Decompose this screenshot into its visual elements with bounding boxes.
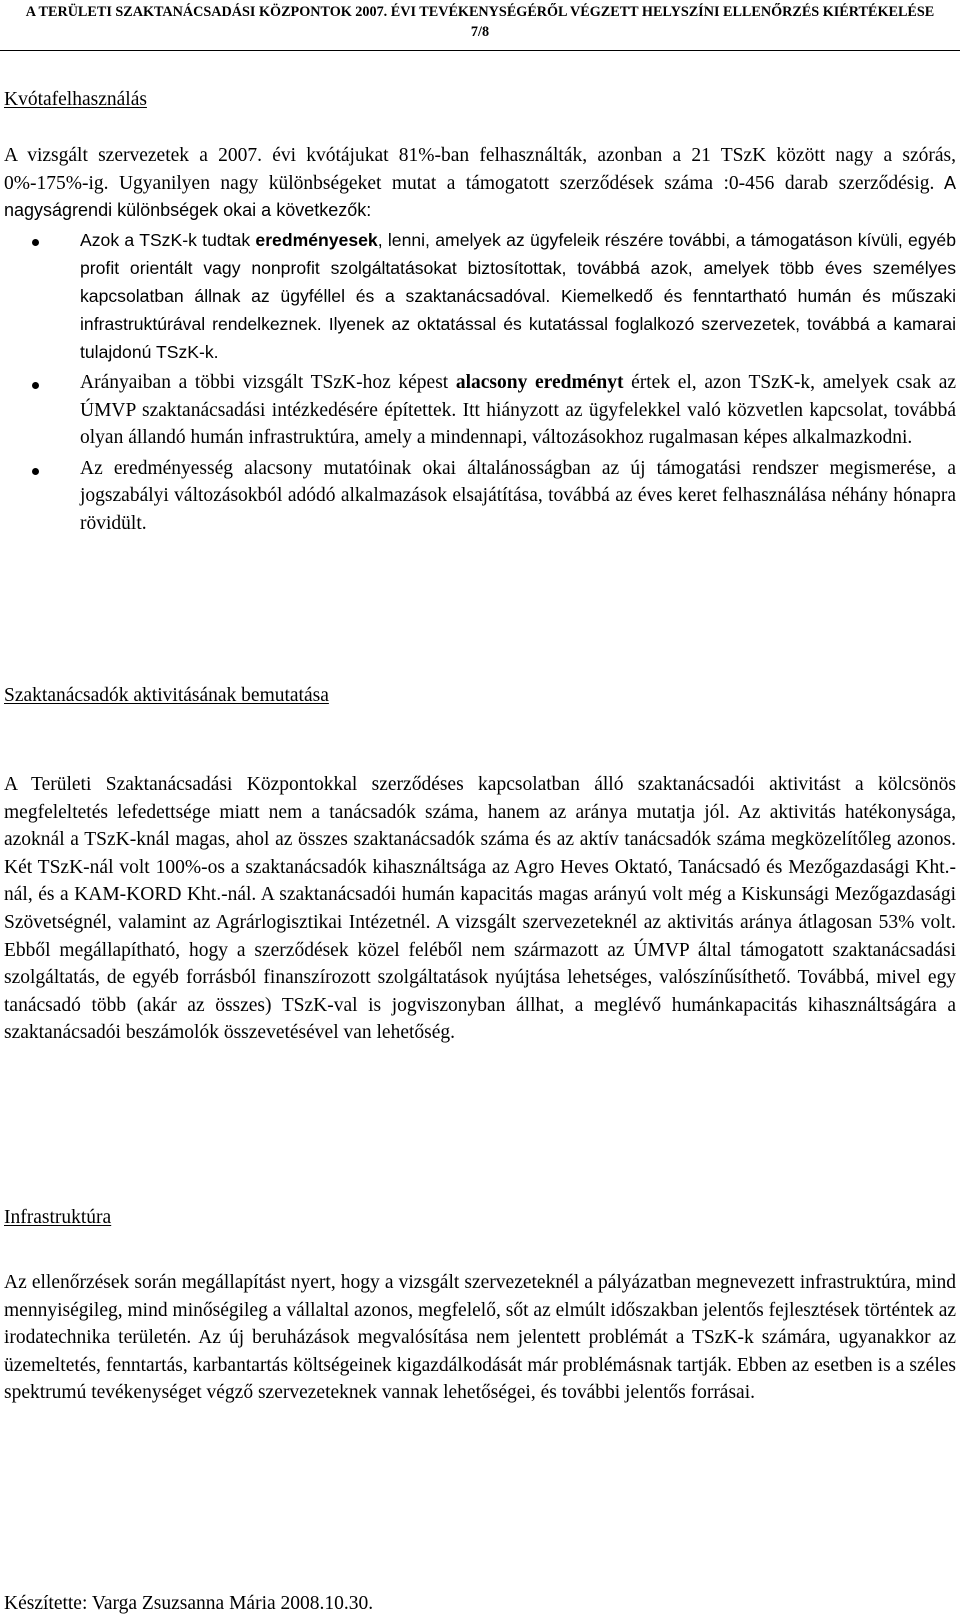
bullet-text: Azok a TSzK-k tudtak (80, 230, 256, 250)
bullet-icon (32, 382, 39, 389)
section-title-kvota: Kvótafelhasználás (4, 89, 147, 110)
list-item (0, 369, 956, 452)
bullet-bold-text: eredményesek (255, 230, 378, 250)
list-item (0, 455, 956, 538)
kvota-intro-serif: A vizsgált szervezetek a 2007. évi kvótájukat 81%-ban felhasználták, azonban a 21 TSzK között nagy a szórás, 0%-175%-ig. Ugyanilyen nagy különbségeket mutat a támogatott szerződések száma :0-456 darab szerződésig. (4, 145, 956, 194)
kvota-bullet-list (0, 226, 960, 541)
section-title-aktivitas: Szaktanácsadók aktivitásának bemutatása (4, 685, 329, 706)
header-divider (0, 50, 960, 51)
bullet-bold-text: alacsony eredményt (455, 372, 624, 393)
footer-author: Készítette: Varga Zsuzsanna Mária 2008.10.30. (4, 1593, 374, 1614)
bullet-text: értek el, azon TSzK-k, amelyek csak az ÚMVP szaktanácsadási intézkedésére építettek. Itt hiányzott az ügyfelekkel való közvetlen kapcsolat, továbbá olyan állandó humán infrastruktúra, amely a mindennapi, változásokhoz rugalmasan képes alkalmazkodni. (80, 372, 957, 449)
infra-paragraph: Az ellenőrzések során megállapítást nyert, hogy a vizsgált szervezeteknél a pályázatban megnevezett infrastruktúra, mind mennyiségileg, mind minőségileg a vállaltal azonos, megfelelő, sőt az elmúlt időszakban jelentős fejlesztések történtek az irodatechnika területén. Az új beruházások megvalósítása nem jelentett problémát a TSzK-k számára, ugyanakkor az üzemeltetés, fenntartás, karbantartás költségeinek kigazdálkodását már problémásnak tartják. Ebben az esetben is a széles spektrumú tevékenységet végző szervezeteknek vannak lehetőségei, és további jelentős forrásai. (4, 1272, 956, 1404)
kvota-intro (4, 142, 956, 225)
kvota-intro-sans: A nagyságrendi különbségek okai a következők: (4, 172, 957, 221)
bullet-text: , lenni, amelyek az ügyfeleik részére további, a támogatáson kívüli, egyéb profit orientált vagy nonprofit szolgáltatásokat biztosítottak, továbbá azok, amelyek több éves személyes kapcsolatban állnak az ügyféllel és a szaktanácsadóval. Kiemelkedő és fenntartható humán és műszaki infrastruktúrával rendelkeznek. Ilyenek az oktatással és kutatással foglalkozó szervezetek, továbbá a kamarai tulajdonú TSzK-k. (80, 230, 956, 362)
document-header (0, 2, 960, 42)
bullet-icon (32, 239, 39, 246)
aktivitas-paragraph: A Területi Szaktanácsadási Központokkal szerződéses kapcsolatban álló szaktanácsadói aktivitást a kölcsönös megfeleltetés lefedettsége miatt nem a tanácsadók száma, hanem az aránya mutatja jól. Az aktivitás hatékonysága, azoknál a TSzK-knál magas, ahol az összes szaktanácsadók száma és az aktív tanácsadók száma megközelítőleg azonos. Két TSzK-nál volt 100%-os a szaktanácsadók kihasználtsága az Agro Heves Oktató, Tanácsadó és Mezőgazdasági Kht.-nál, és a KAM-KORD Kht.-nál. A szaktanácsadói humán kapacitás magas arányú volt még a Kiskunsági Mezőgazdasági Szövetségnél, valamint az Agrárlogisztikai Intézetnél. A vizsgált szervezeteknél az aktivitás aránya átlagosan 53% volt. Ebből megállapítható, hogy a szerződések közel feléből nem származott az ÚMVP által támogatott szaktanácsadási szolgáltatás, de egyéb forrásból finanszírozott szolgáltatások nyújtása lehetséges, valószínűsíthető. Továbbá, mivel egy tanácsadó több (akár az összes) TSzK-val is jogviszonyban állhat, a meglévő humánkapacitás kihasználtságára a szaktanácsadói beszámolók összevetésével van lehetőség. (4, 774, 956, 1044)
page-number: 7/8 (470, 24, 490, 40)
bullet-icon (32, 468, 39, 475)
list-item (0, 226, 956, 366)
bullet-text: Arányaiban a többi vizsgált TSzK-hoz képest (80, 372, 456, 393)
section-title-infra: Infrastruktúra (4, 1207, 112, 1228)
bullet-text: Az eredményesség alacsony mutatóinak okai általánosságban az új támogatási rendszer megismerése, a jogszabályi változásokból adódó alkalmazások elsajátítása, továbbá az éves keret felhasználása néhány hónapra rövidült. (80, 457, 956, 534)
header-title: A TERÜLETI SZAKTANÁCSADÁSI KÖZPONTOK 2007. ÉVI TEVÉKENYSÉGÉRŐL VÉGZETT HELYSZÍNI ELLENŐRZÉS KIÉRTÉKELÉSE (25, 4, 935, 20)
